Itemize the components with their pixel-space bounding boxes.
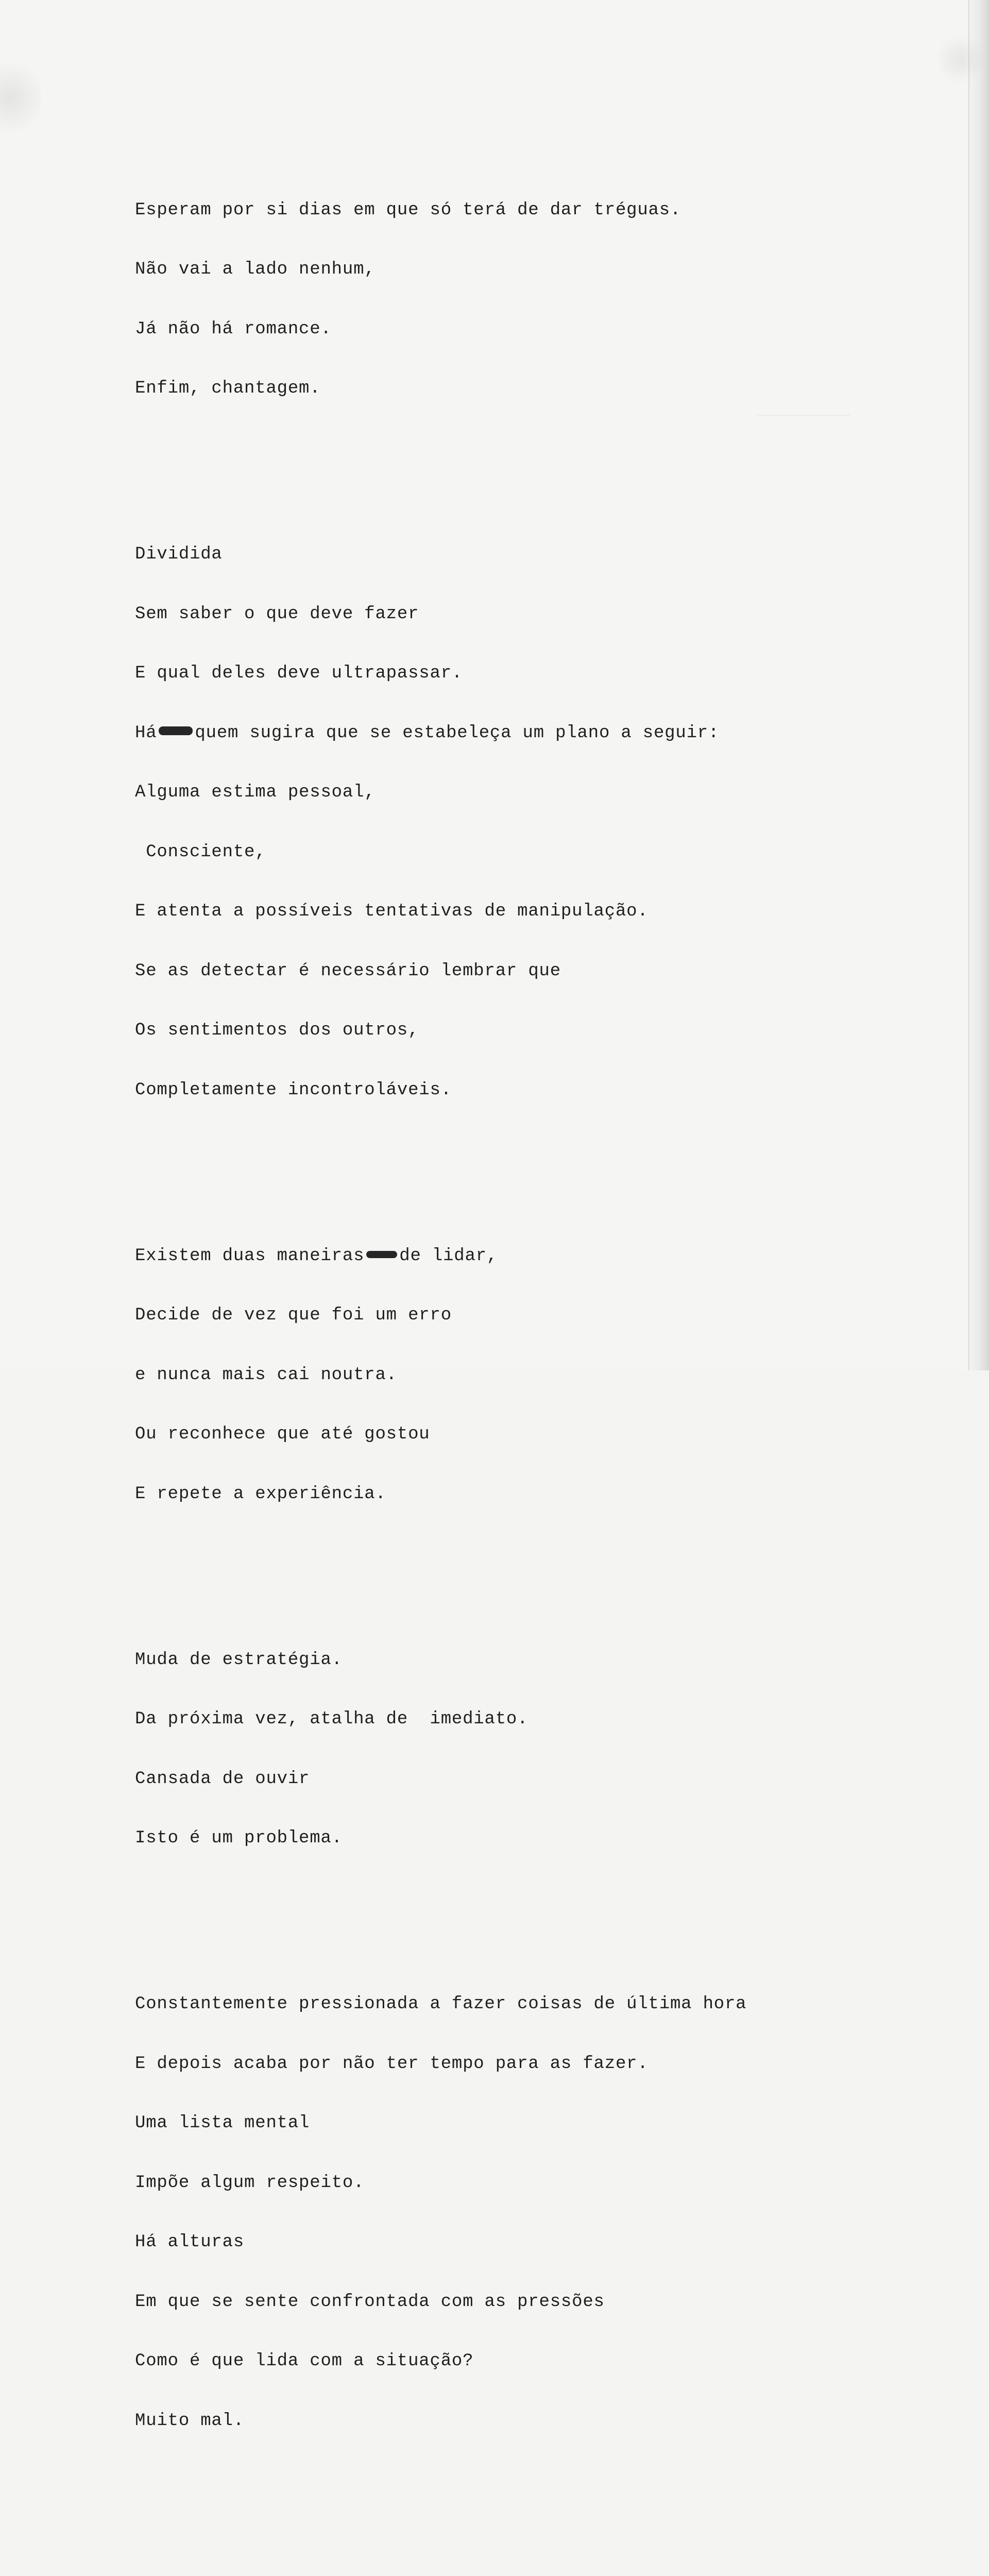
stanza: [135, 505, 856, 1140]
line-text: quem sugira que se estabeleça um plano a seguir:: [195, 723, 719, 743]
stanza: [135, 1611, 856, 1888]
line-text: Há: [135, 723, 157, 743]
poem-line: Decide de vez que foi um erro: [135, 1306, 856, 1326]
page-edge: [968, 0, 969, 1370]
poem-line: E repete a experiência.: [135, 1484, 856, 1504]
stanza: [135, 161, 856, 438]
poem-line: Sem saber o que deve fazer: [135, 604, 856, 624]
stanza: [135, 2537, 856, 2576]
poem-line: Alguma estima pessoal,: [135, 783, 856, 803]
poem-line: Como é que lida com a situação?: [135, 2351, 856, 2371]
poem-line: Em que se sente confrontada com as pressões: [135, 2292, 856, 2312]
poem-line: Uma lista mental: [135, 2113, 856, 2133]
poem-line: [135, 1246, 856, 1266]
poem-line: Há alturas: [135, 2232, 856, 2252]
poem-line: Impõe algum respeito.: [135, 2173, 856, 2193]
poem-line: Os sentimentos dos outros,: [135, 1021, 856, 1041]
poem-line: E depois acaba por não ter tempo para as fazer.: [135, 2054, 856, 2074]
stanza: [135, 1207, 856, 1544]
poem-line: Constantemente pressionada a fazer coisas de última hora: [135, 1994, 856, 2014]
poem-line: Esperam por si dias em que só terá de dar tréguas.: [135, 200, 856, 221]
poem-line: Ou reconhece que até gostou: [135, 1425, 856, 1445]
poem-line: Completamente incontroláveis.: [135, 1080, 856, 1100]
poem-line: e nunca mais cai noutra.: [135, 1365, 856, 1385]
poem-line: Isto é um problema.: [135, 1828, 856, 1849]
page-edge-shadow: [967, 0, 989, 1370]
line-text: de lidar,: [399, 1246, 498, 1266]
redaction-mark: [366, 1251, 397, 1258]
poem-line: Enfim, chantagem.: [135, 379, 856, 399]
poem-line: Já não há romance.: [135, 319, 856, 340]
poem-line: Se as detectar é necessário lembrar que: [135, 961, 856, 981]
poem-line: E qual deles deve ultrapassar.: [135, 664, 856, 684]
poem-line: E atenta a possíveis tentativas de manipulação.: [135, 902, 856, 922]
stanza: [135, 1955, 856, 2470]
line-text: Existem duas maneiras: [135, 1246, 364, 1266]
poem-line: Cansada de ouvir: [135, 1769, 856, 1789]
poem-line: Da próxima vez, atalha de imediato.: [135, 1709, 856, 1730]
poem-line: Muda de estratégia.: [135, 1650, 856, 1670]
paper-stain: [0, 57, 41, 139]
poem-line: Dividida: [135, 545, 856, 565]
poem-line: Consciente,: [135, 842, 856, 862]
poem-line: Muito mal.: [135, 2411, 856, 2431]
poem-line: Não vai a lado nenhum,: [135, 260, 856, 280]
poem-text: [135, 101, 856, 2576]
poem-line: [135, 723, 856, 743]
redaction-mark: [159, 726, 193, 735]
